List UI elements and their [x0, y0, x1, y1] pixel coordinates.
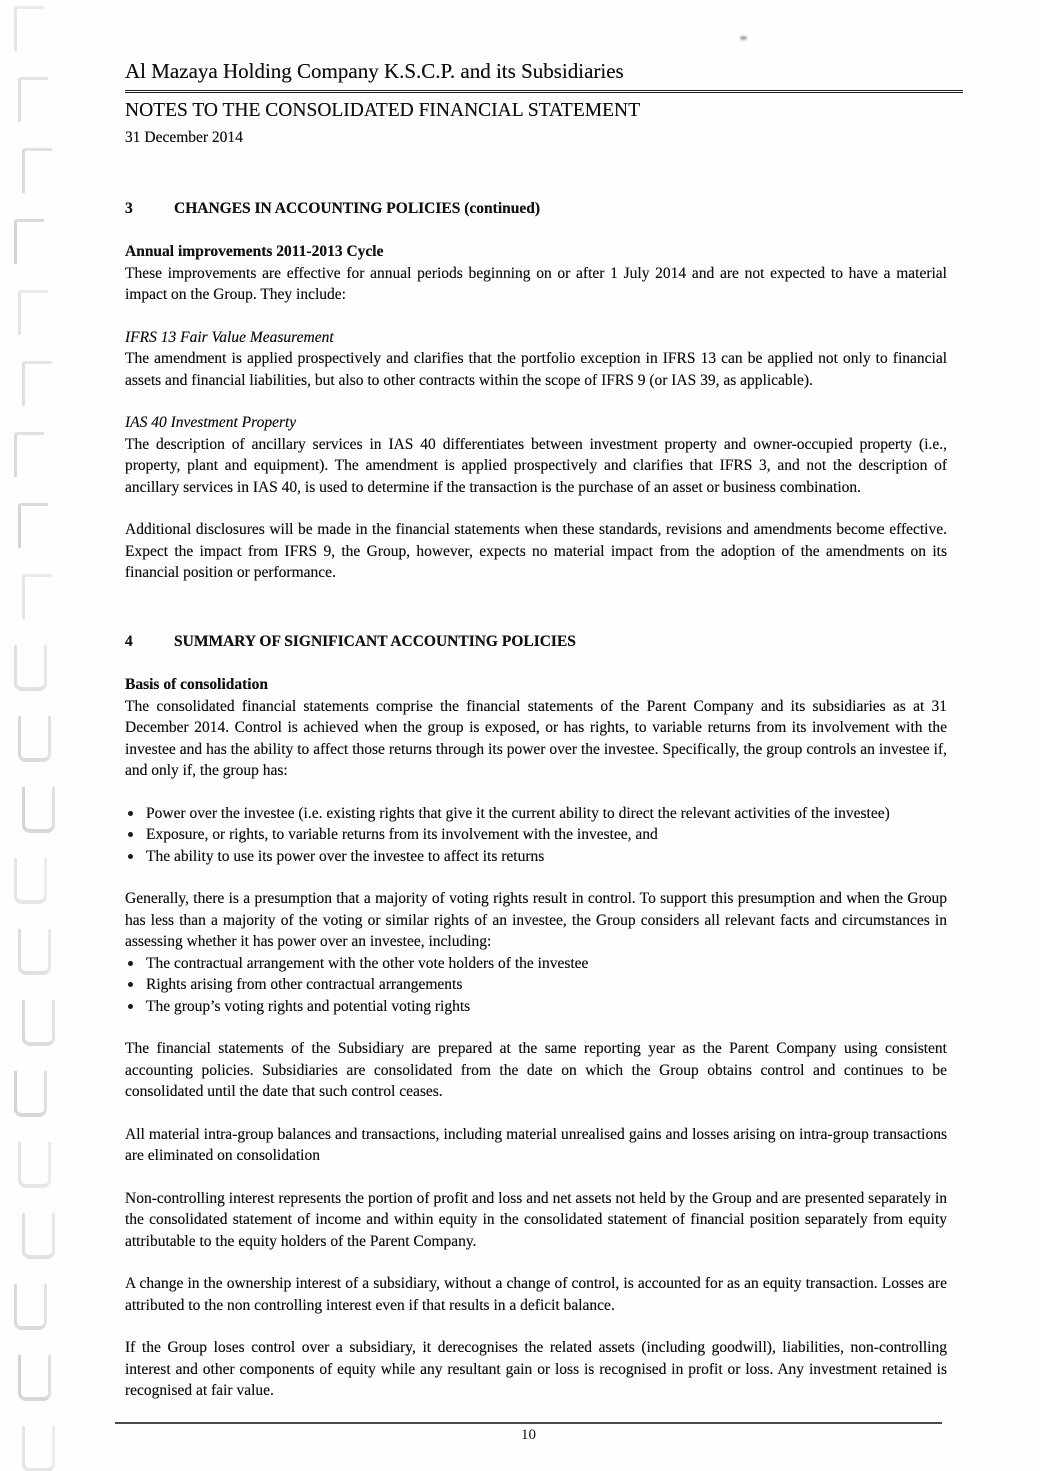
presumption-factors-list	[125, 953, 947, 1018]
document-title: NOTES TO THE CONSOLIDATED FINANCIAL STATEMENT	[125, 100, 640, 121]
section-3-heading	[125, 198, 947, 220]
document-header	[125, 58, 963, 149]
ias40-paragraph: The description of ancillary services in IAS 40 differentiates between investment property and owner-occupied property (i.e., property, plant and equipment). The amendment is applied prospectively and clarifies that IFRS 3, and not the description of ancillary services in IAS 40, is used to determine if the transaction is the purchase of an asset or business combination.	[125, 435, 947, 496]
subsidiary-statements-paragraph: The financial statements of the Subsidiary are prepared at the same reporting year as the Parent Company using consistent accounting policies. Subsidiaries are consolidated from the date on which the Group obtains control and continues to be consolidated until the date that such control ceases.	[125, 1040, 947, 1100]
section-3-number: 3	[125, 199, 133, 217]
loses-control-paragraph: If the Group loses control over a subsidiary, it derecognises the related assets (including goodwill), liabilities, non-controlling interest and other components of equity while any resultant gain or loss is recognised in profit or loss. Any investment retained is recognised at fair value.	[125, 1339, 947, 1399]
list-item: The contractual arrangement with the other vote holders of the investee	[125, 953, 947, 975]
document-content	[125, 0, 947, 1402]
section-3-title: CHANGES IN ACCOUNTING POLICIES (continued)	[174, 199, 541, 217]
document-date: 31 December 2014	[125, 129, 243, 146]
additional-disclosures-paragraph: Additional disclosures will be made in the financial statements when these standards, revisions and amendments become effective. Expect the impact from IFRS 9, the Group, however, expects no material impact from the adoption of the amendments on its financial position or performance.	[125, 521, 947, 581]
list-item: Power over the investee (i.e. existing rights that give it the current ability to direct the relevant activities of the investee)	[125, 803, 947, 825]
control-criteria-list	[125, 803, 947, 868]
basis-of-consolidation-paragraph: The consolidated financial statements comprise the financial statements of the Parent Company and its subsidiaries as at 31 December 2014. Control is achieved when the group is exposed, or has rights, to variable returns from its involvement with the investee and has the ability to affect those returns through its power over the investee. Specifically, the group controls an investee if, and only if, the group has:	[125, 697, 947, 779]
section-4-number: 4	[125, 632, 133, 650]
list-item: Rights arising from other contractual arrangements	[125, 974, 947, 996]
ifrs13-heading: IFRS 13 Fair Value Measurement	[125, 328, 334, 346]
list-item: The group’s voting rights and potential voting rights	[125, 996, 947, 1018]
footer-rule	[115, 1422, 942, 1444]
company-name: Al Mazaya Holding Company K.S.C.P. and its Subsidiaries	[125, 58, 963, 93]
section-4-title: SUMMARY OF SIGNIFICANT ACCOUNTING POLICIES	[174, 632, 576, 650]
annual-improvements-heading: Annual improvements 2011-2013 Cycle	[125, 243, 384, 260]
section-4-heading	[125, 631, 947, 653]
ownership-change-paragraph: A change in the ownership interest of a subsidiary, without a change of control, is accounted for as an equity transaction. Losses are attributed to the non controlling interest even if that results in a deficit balance.	[125, 1275, 947, 1314]
ias40-heading: IAS 40 Investment Property	[125, 414, 297, 431]
ifrs13-paragraph: The amendment is applied prospectively and clarifies that the portfolio exception in IFRS 13 can be applied not only to financial assets and financial liabilities, but also to other contracts within the scope of IFRS 9 (or IAS 39, as applicable).	[125, 350, 947, 389]
page-number: 10	[521, 1427, 536, 1443]
list-item: The ability to use its power over the investee to affect its returns	[125, 846, 947, 868]
basis-of-consolidation-heading: Basis of consolidation	[125, 676, 268, 693]
annual-improvements-paragraph: These improvements are effective for annual periods beginning on or after 1 July 2014 and are not expected to have a material impact on the Group. They include:	[125, 264, 947, 303]
list-item: Exposure, or rights, to variable returns from its involvement with the investee, and	[125, 824, 947, 846]
presumption-paragraph: Generally, there is a presumption that a majority of voting rights result in control. To support this presumption and when the Group has less than a majority of the voting or similar rights of an investee, the Group considers all relevant facts and circumstances in assessing whether it has power over an investee, including:	[125, 890, 947, 950]
intragroup-paragraph: All material intra-group balances and transactions, including material unrealised gains and losses arising on intra-group transactions are eliminated on consolidation	[125, 1125, 947, 1164]
non-controlling-interest-paragraph: Non-controlling interest represents the portion of profit and loss and net assets not held by the Group and are presented separately in the consolidated statement of income and within equity in the consolidated statement of financial position separately from equity attributable to the equity holders of the Parent Company.	[125, 1189, 947, 1250]
